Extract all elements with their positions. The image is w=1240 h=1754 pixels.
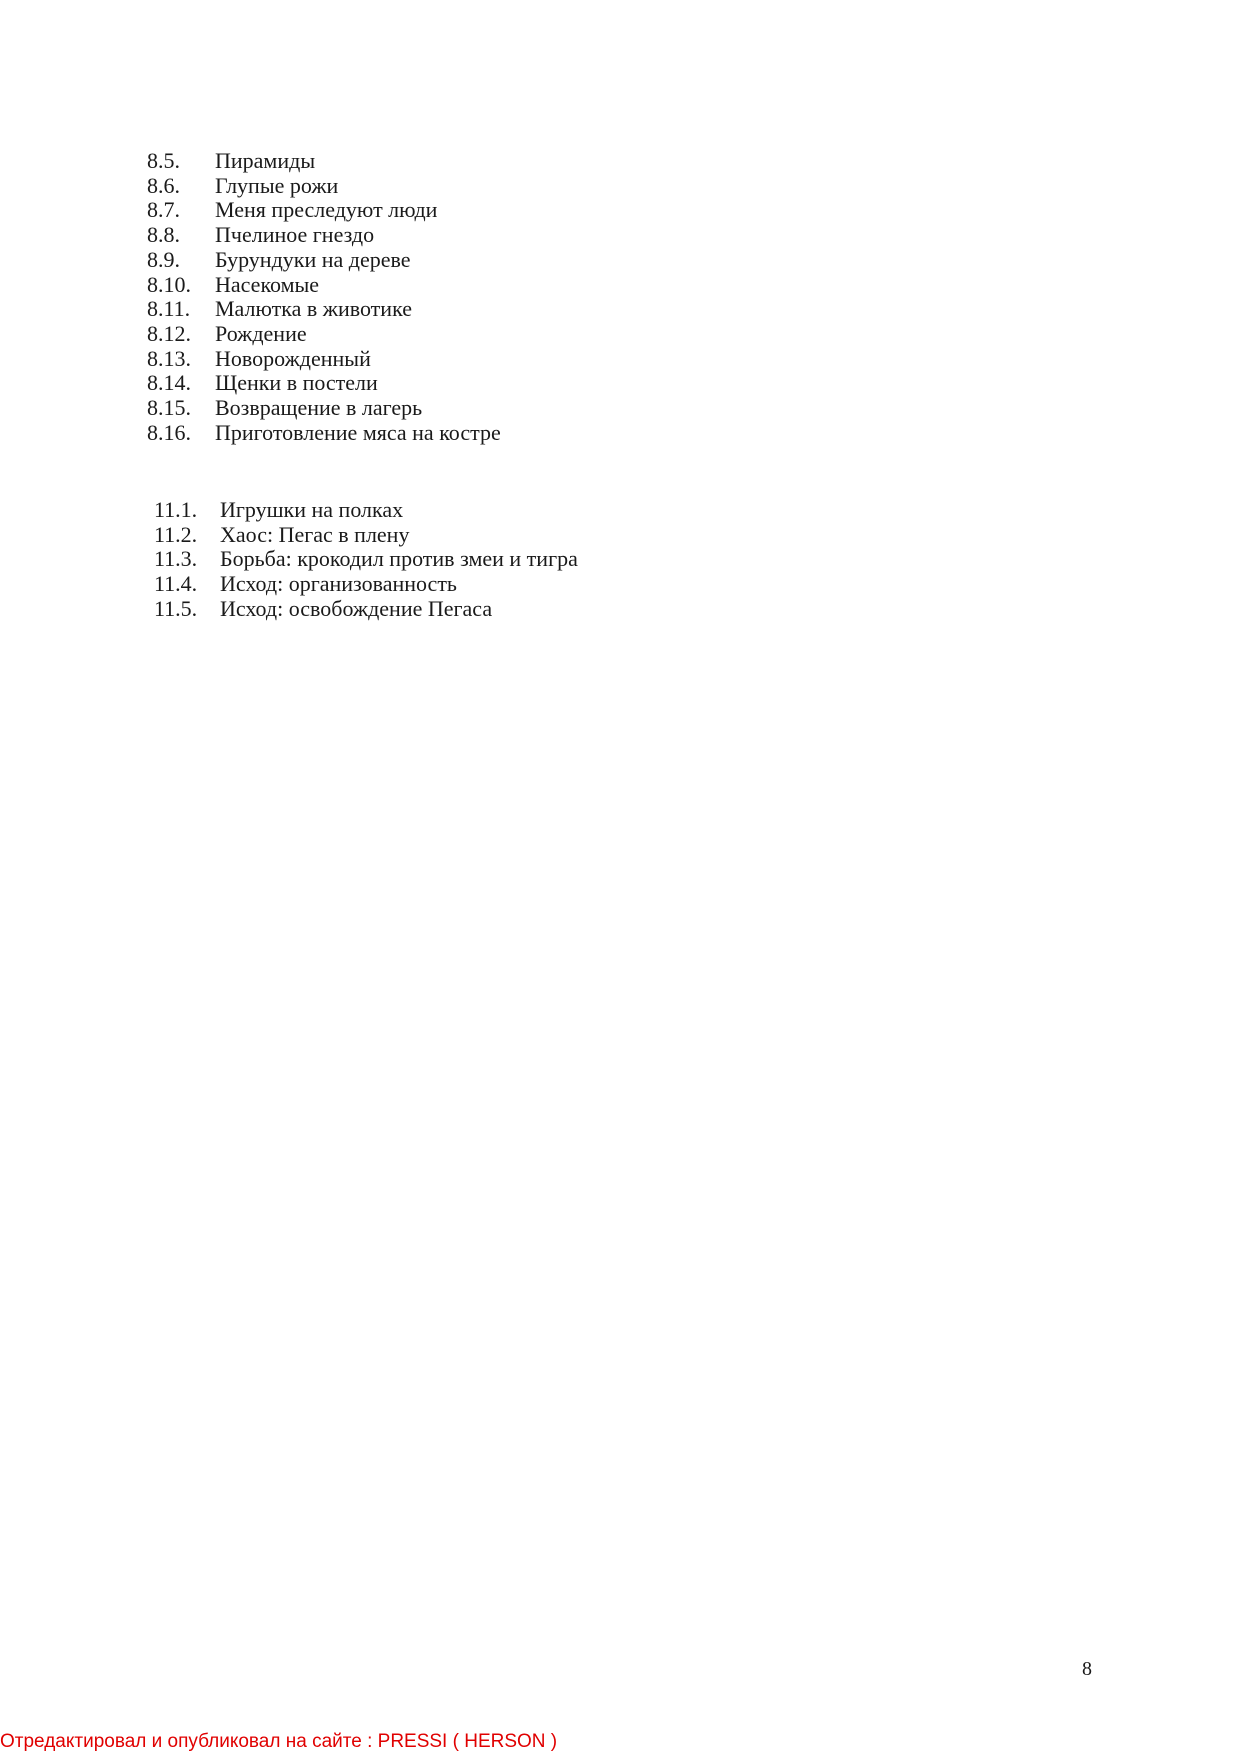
toc-item	[154, 547, 578, 572]
toc-item	[147, 174, 501, 199]
toc-item	[147, 149, 501, 174]
toc-item	[147, 347, 501, 372]
toc-item-number: 8.9.	[147, 246, 180, 272]
toc-item-number: 8.5.	[147, 148, 180, 173]
toc-item	[154, 523, 578, 548]
toc-item	[147, 421, 501, 446]
toc-item-number: 8.11.	[147, 296, 191, 322]
toc-item-number: 8.10.	[147, 271, 191, 297]
toc-item	[147, 198, 501, 223]
toc-item-number: 8.13.	[147, 345, 191, 371]
toc-item-title: Хаос: Пегас в плену	[220, 521, 410, 547]
toc-item-number: 8.12.	[147, 320, 191, 346]
toc-item	[147, 371, 501, 396]
toc-item-title: Возвращение в лагерь	[215, 395, 423, 421]
toc-item-title: Меня преследуют люди	[215, 197, 438, 223]
toc-item-title: Насекомые	[215, 271, 320, 297]
toc-item	[147, 322, 501, 347]
toc-item-number: 8.7.	[147, 197, 180, 223]
toc-item-title: Малютка в животике	[215, 296, 412, 322]
toc-item	[154, 572, 578, 597]
toc-item-title: Щенки в постели	[215, 370, 378, 396]
toc-item	[154, 597, 578, 622]
toc-item-title: Глупые рожи	[215, 172, 339, 198]
toc-item	[147, 248, 501, 273]
toc-item-title: Пчелиное гнездо	[215, 222, 375, 248]
toc-item-number: 8.15.	[147, 395, 191, 421]
toc-item-title: Новорожденный	[215, 345, 371, 371]
toc-list-section-11	[154, 498, 578, 622]
toc-item-title: Борьба: крокодил против змеи и тигра	[220, 546, 578, 572]
toc-item-number: 11.4.	[154, 571, 198, 597]
toc-item-number: 8.6.	[147, 172, 180, 198]
footer-publisher-note: Отредактировал и опубликовал на сайте : PRESSI ( HERSON )	[0, 1731, 558, 1752]
toc-item-title: Бурундуки на дереве	[215, 246, 411, 272]
toc-item-title: Игрушки на полках	[220, 497, 404, 522]
toc-item-number: 11.2.	[154, 521, 198, 547]
toc-item-number: 11.3.	[154, 546, 198, 572]
toc-item-number: 11.5.	[154, 595, 198, 621]
toc-item-title: Пирамиды	[215, 148, 316, 173]
toc-item-title: Приготовление мяса на костре	[215, 419, 501, 445]
toc-item-title: Исход: освобождение Пегаса	[220, 595, 493, 621]
toc-item-title: Исход: организованность	[220, 571, 457, 597]
toc-item	[147, 396, 501, 421]
toc-item-number: 8.16.	[147, 419, 191, 445]
toc-item-title: Рождение	[215, 320, 307, 346]
toc-list-section-8	[147, 149, 501, 445]
toc-item-number: 8.14.	[147, 370, 191, 396]
toc-item-number: 8.8.	[147, 222, 180, 248]
toc-item	[154, 498, 578, 523]
page-number: 8	[1082, 1658, 1092, 1680]
toc-item	[147, 297, 501, 322]
toc-item	[147, 223, 501, 248]
toc-item	[147, 273, 501, 298]
toc-item-number: 11.1.	[154, 497, 198, 522]
